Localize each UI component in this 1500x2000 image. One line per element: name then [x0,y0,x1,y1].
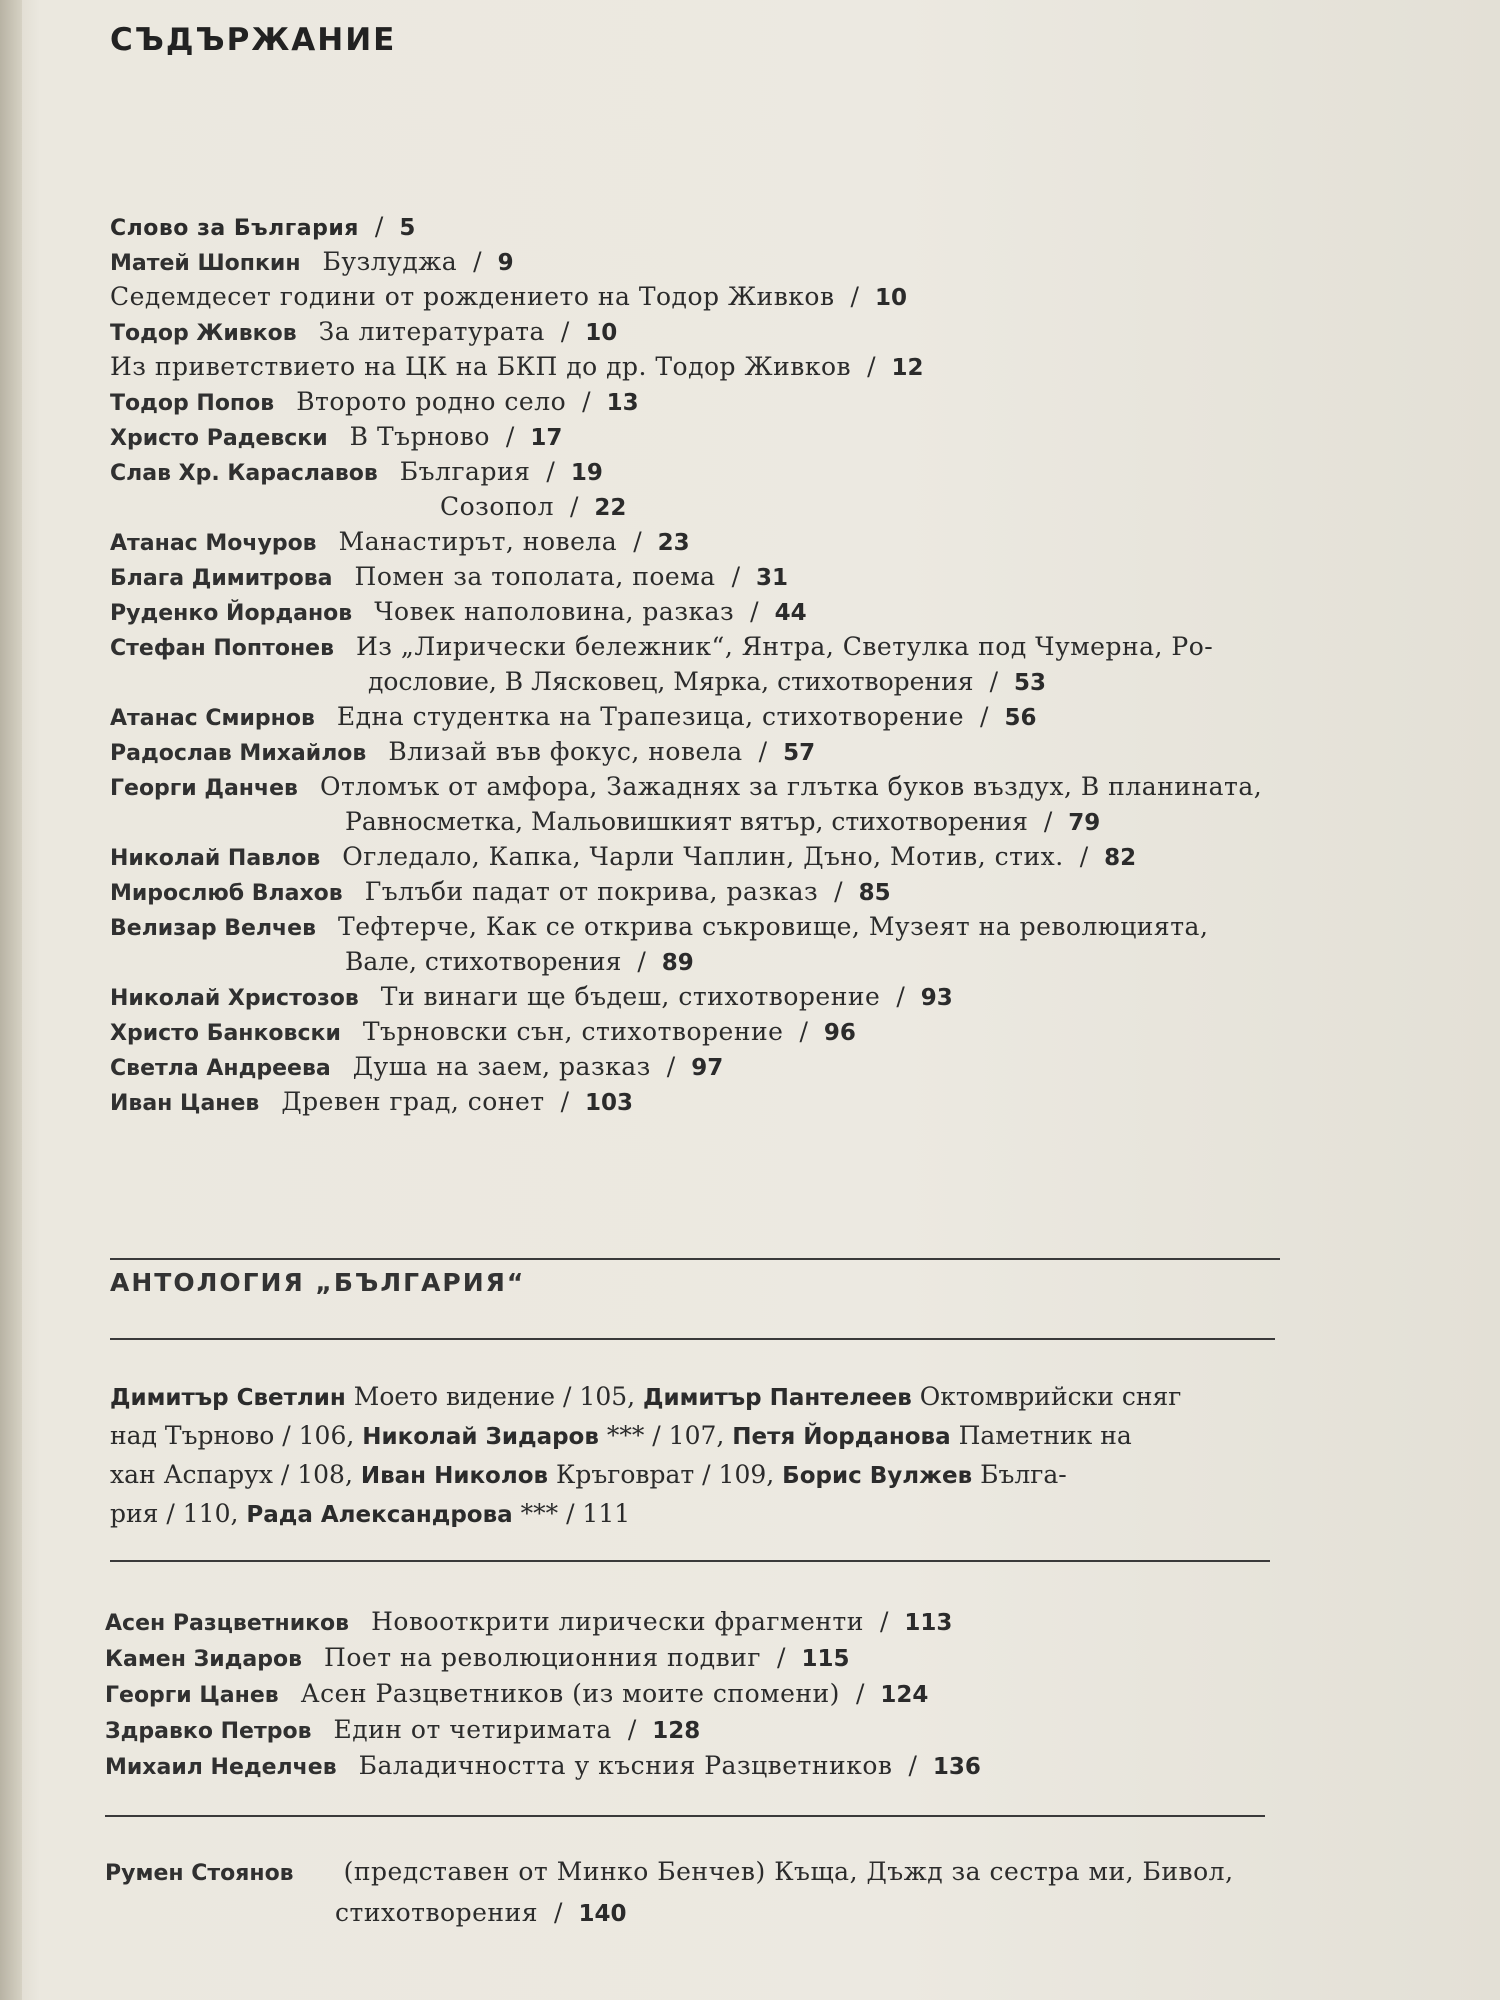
list-item: Николай Христозов Ти винаги ще бъдеш, стихотворение / 93 [110,980,1310,1015]
page-number: 17 [530,425,563,451]
entry-author: Михаил Неделчев [105,1755,337,1780]
entry-title: Созопол [440,492,554,521]
entry-title: (представен от Минко Бенчев) Къща, Дъжд за сестра ми, Бивол, [343,1857,1234,1886]
entry-title: Новооткрити лирически фрагменти [371,1607,864,1636]
entry-author: Здравко Петров [105,1719,312,1744]
page-number: 136 [932,1754,981,1780]
entry-title: Седемдесет години от рождението на Тодор Живков [110,282,835,311]
entry-author: Матей Шопкин [110,251,301,276]
anthology-text: Октомврийски сняг [911,1382,1182,1411]
list-item: Христо Радевски В Търново / 17 [110,420,1310,455]
list-item: стихотворения / 140 [335,1898,627,1927]
entry-title-cont: Равносметка, Мальовишкият вятър, стихотворения [345,807,1028,836]
entry-title: България [399,457,531,486]
entry-title: Влизай във фокус, новела [388,737,743,766]
page-number: 93 [920,985,953,1011]
anthology-list [110,1378,1290,1534]
divider [110,1258,1280,1260]
anthology-text: над Търново / 106, [110,1421,363,1450]
entry-author: Георги Данчев [110,776,298,801]
entry-author: Николай Павлов [110,846,321,871]
anthology-author: Николай Зидаров [362,1424,599,1450]
entry-author: Руденко Йорданов [110,601,353,626]
list-item: Асен Разцветников Новооткрити лирически фрагменти / 113 [105,1605,1305,1641]
toc-section-razcvetnikov [105,1605,1305,1785]
entry-author: Атанас Смирнов [110,706,315,731]
anthology-line [110,1456,1290,1495]
page-number: 128 [652,1718,701,1744]
list-item: Георги Цанев Асен Разцветников (из моите спомени) / 124 [105,1677,1305,1713]
page-number: 140 [578,1901,627,1927]
entry-title: Гълъби падат от покрива, разказ [364,877,819,906]
list-item: Атанас Мочуров Манастирът, новела / 23 [110,525,1310,560]
toc-section-stoyanov [105,1855,1305,1931]
list-item: Георги Данчев Отломък от амфора, Зажаднях за глътка буков въздух, В планината, Равносметка, Мальовишкият вятър, стихотворения / 79 [110,772,1263,836]
page-number: 103 [585,1090,634,1116]
entry-title-cont: стихотворения [335,1898,538,1927]
list-item: Из приветствието на ЦК на БКП до др. Тодор Живков / 12 [110,352,924,381]
list-item: Слав Хр. Караславов България / 19 [110,455,1310,490]
entry-title-cont: Вале, стихотворения [345,947,622,976]
entry-author: Николай Христозов [110,986,359,1011]
list-item: Мирослюб Влахов Гълъби падат от покрива, разказ / 85 [110,875,1310,910]
list-item: Атанас Смирнов Една студентка на Трапезица, стихотворение / 56 [110,700,1310,735]
entry-author: Георги Цанев [105,1683,279,1708]
page-number: 97 [691,1055,724,1081]
list-item: Михаил Неделчев Баладичността у късния Разцветников / 136 [105,1749,1305,1785]
page-number: 5 [399,215,416,241]
page-number: 22 [594,495,627,521]
list-item: Руденко Йорданов Човек наполовина, разказ / 44 [110,595,1310,630]
entry-title: Ти винаги ще бъдеш, стихотворение [380,982,881,1011]
page-number: 9 [497,250,514,276]
page-number: 113 [904,1610,953,1636]
entry-title: Отломък от амфора, Зажаднях за глътка буков въздух, В планината, [319,772,1263,801]
page-number: 10 [874,285,907,311]
entry-title: Бузлуджа [322,247,458,276]
entry-author: Тодор Попов [110,391,275,416]
entry-title: В Търново [349,422,490,451]
entry-author: Иван Цанев [110,1091,260,1116]
anthology-text: *** / 107, [598,1421,733,1450]
page-title: СЪДЪРЖАНИЕ [110,22,397,58]
entry-title: Слово за България [110,216,359,241]
entry-title: За литературата [318,317,545,346]
list-item: Николай Павлов Огледало, Капка, Чарли Чаплин, Дъно, Мотив, стих. / 82 [110,840,1310,875]
entry-title: Асен Разцветников (из моите спомени) [300,1679,840,1708]
entry-title: Из „Лирически бележник“, Янтра, Светулка под Чумерна, Ро- [356,632,1214,661]
entry-title: Поет на революционния подвиг [324,1643,761,1672]
anthology-text: рия / 110, [110,1499,247,1528]
anthology-text: хан Аспарух / 108, [110,1460,361,1489]
entry-author: Атанас Мочуров [110,531,317,556]
list-item: Слово за България / 5 [110,212,416,241]
entry-title: Човек наполовина, разказ [374,597,735,626]
entry-author: Блага Димитрова [110,566,333,591]
entry-title: Душа на заем, разказ [352,1052,651,1081]
entry-author: Радослав Михайлов [110,741,367,766]
anthology-line [110,1378,1290,1417]
anthology-line [110,1417,1290,1456]
page-number: 89 [661,950,694,976]
page-number: 53 [1014,670,1047,696]
list-item: Тодор Попов Второто родно село / 13 [110,385,1310,420]
list-item: Иван Цанев Древен град, сонет / 103 [110,1085,1310,1120]
anthology-text: Бълга- [972,1460,1067,1489]
divider [110,1338,1275,1340]
list-item: Камен Зидаров Поет на революционния подвиг / 115 [105,1641,1305,1677]
anthology-author: Рада Александрова [246,1502,513,1528]
entry-title: Една студентка на Трапезица, стихотворение [336,702,965,731]
list-item: Седемдесет години от рождението на Тодор Живков / 10 [110,282,907,311]
page-number: 82 [1104,845,1137,871]
page-number: 44 [774,600,807,626]
entry-title: Баладичността у късния Разцветников [358,1751,893,1780]
list-item: Созопол / 22 [440,492,627,521]
page-number: 124 [880,1682,929,1708]
entry-author: Румен Стоянов [105,1861,294,1886]
list-item [105,1855,1305,1890]
list-item: Светла Андреева Душа на заем, разказ / 97 [110,1050,1310,1085]
anthology-author: Димитър Пантелеев [643,1385,912,1411]
list-item: Радослав Михайлов Влизай във фокус, новела / 57 [110,735,1310,770]
anthology-text: Паметник на [950,1421,1132,1450]
table-of-contents [110,210,1310,1120]
entry-title: Второто родно село [296,387,567,416]
anthology-author: Борис Вулжев [782,1463,973,1489]
anthology-line [110,1495,1290,1534]
anthology-text: *** / 111 [512,1499,631,1528]
entry-author: Слав Хр. Караславов [110,461,378,486]
entry-title: Огледало, Капка, Чарли Чаплин, Дъно, Мотив, стих. [342,842,1064,871]
page-number: 96 [823,1020,856,1046]
anthology-author: Димитър Светлин [110,1385,346,1411]
page-number: 31 [756,565,789,591]
list-item: Матей Шопкин Бузлуджа / 9 [110,245,1310,280]
page-number: 10 [585,320,618,346]
entry-author: Христо Банковски [110,1021,341,1046]
divider [110,1560,1270,1562]
anthology-text: Кръговрат / 109, [548,1460,783,1489]
page-number: 23 [657,530,690,556]
list-item: Стефан Поптонев Из „Лирически бележник“, Янтра, Светулка под Чумерна, Ро- дословие, В Лясковец, Мярка, стихотворения / 53 [110,632,1214,696]
list-item: Тодор Живков За литературата / 10 [110,315,1310,350]
entry-author: Светла Андреева [110,1056,331,1081]
entry-title: Един от четиримата [333,1715,612,1744]
entry-author: Тодор Живков [110,321,297,346]
entry-author: Мирослюб Влахов [110,881,343,906]
entry-title: Помен за тополата, поема [354,562,716,591]
entry-title: Търновски сън, стихотворение [362,1017,784,1046]
entry-title: Древен град, сонет [281,1087,545,1116]
divider [105,1815,1265,1817]
anthology-text: Моето видение / 105, [345,1382,644,1411]
page-number: 13 [606,390,639,416]
entry-author: Стефан Поптонев [110,636,334,661]
entry-title: Тефтерче, Как се открива съкровище, Музеят на революцията, [338,912,1209,941]
page-number: 12 [891,355,924,381]
list-item: Блага Димитрова Помен за тополата, поема / 31 [110,560,1310,595]
page-number: 19 [570,460,603,486]
list-item: Велизар Велчев Тефтерче, Как се открива съкровище, Музеят на революцията, Вале, стихотворения / 89 [110,912,1209,976]
entry-title: Манастирът, новела [338,527,618,556]
page-number: 115 [801,1646,850,1672]
entry-title-cont: дословие, В Лясковец, Мярка, стихотворения [368,667,974,696]
entry-author: Велизар Велчев [110,916,317,941]
book-gutter [0,0,22,2000]
entry-author: Камен Зидаров [105,1647,303,1672]
entry-author: Асен Разцветников [105,1611,350,1636]
entry-title: Из приветствието на ЦК на БКП до др. Тодор Живков [110,352,852,381]
page-number: 57 [783,740,816,766]
page-number: 85 [858,880,891,906]
list-item: Христо Банковски Търновски сън, стихотворение / 96 [110,1015,1310,1050]
page-number: 56 [1004,705,1037,731]
anthology-title: АНТОЛОГИЯ „БЪЛГАРИЯ“ [110,1268,526,1297]
anthology-author: Иван Николов [360,1463,549,1489]
entry-author: Христо Радевски [110,426,328,451]
page-number: 79 [1068,810,1101,836]
anthology-author: Петя Йорданова [732,1424,951,1450]
list-item: Здравко Петров Един от четиримата / 128 [105,1713,1305,1749]
